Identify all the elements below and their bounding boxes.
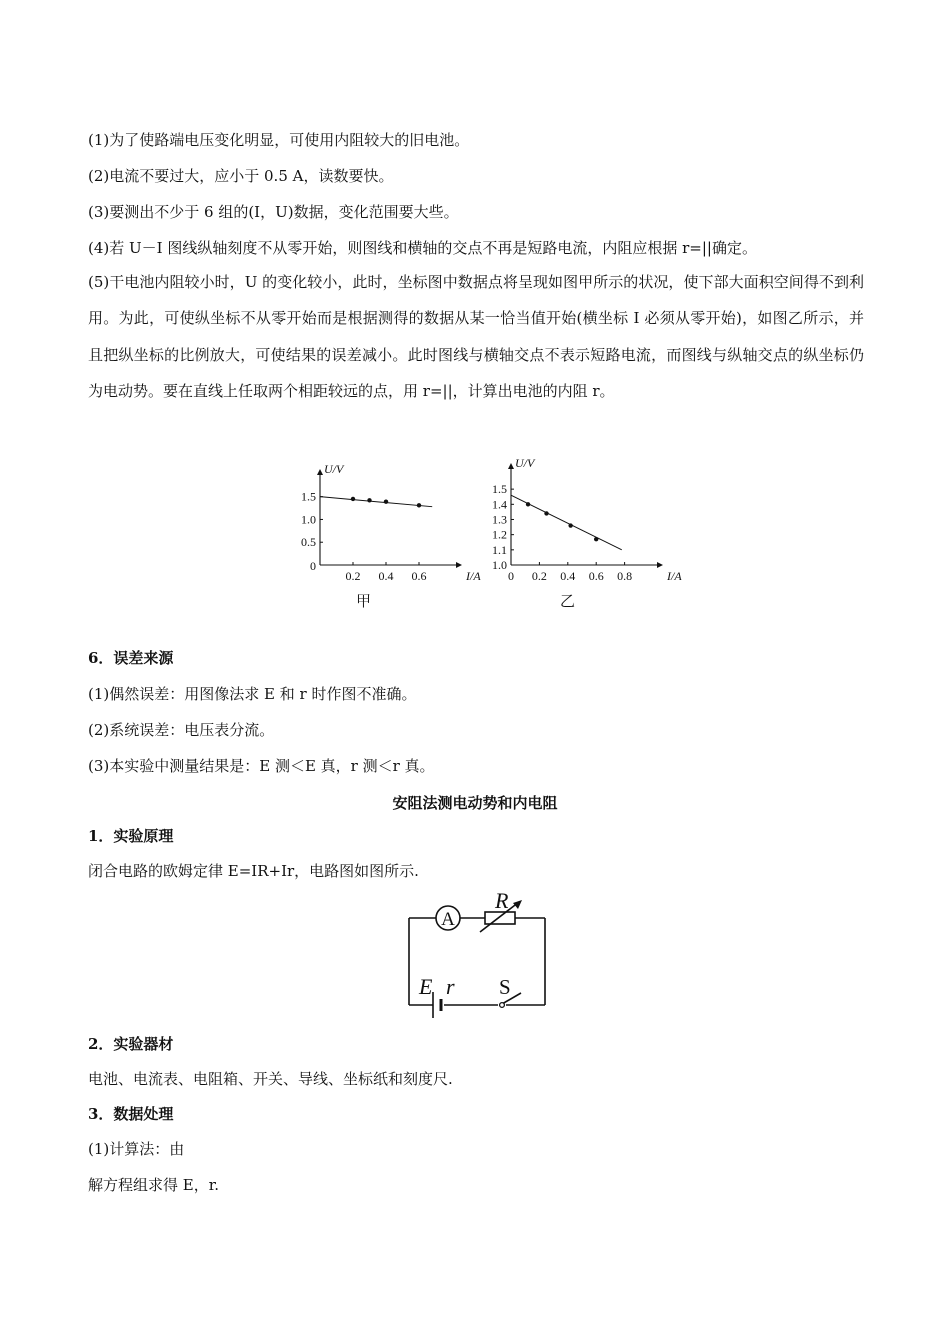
note-4: (4)若 U－I 图线纵轴刻度不从零开始，则图线和横轴的交点不再是短路电流，内阻应根据 r=||确定。 bbox=[88, 239, 757, 257]
jia-ytick-label: 0.5 bbox=[301, 535, 316, 550]
switch-label: S bbox=[499, 975, 511, 999]
jia-data-point bbox=[351, 497, 355, 501]
yi-xtick-label: 0.6 bbox=[588, 569, 604, 583]
ammeter-label: A bbox=[441, 909, 455, 930]
calc-text: (1)计算法：由 bbox=[88, 1140, 185, 1158]
jia-xtick-label: 0.6 bbox=[411, 569, 427, 583]
error-item-3: (3)本实验中测量结果是：E 测＜E 真，r 测＜r 真。 bbox=[88, 757, 435, 775]
yi-data-point bbox=[544, 511, 548, 515]
yi-ylabel: U/V bbox=[515, 456, 535, 470]
jia-data-point bbox=[384, 499, 388, 503]
internal-resistance-label: r bbox=[446, 974, 455, 999]
note-3: (3)要测出不少于 6 组的(I，U)数据，变化范围要大些。 bbox=[88, 203, 459, 221]
yi-ytick-label: 1.1 bbox=[492, 542, 507, 557]
graph-jia bbox=[290, 462, 481, 583]
section-title: 安阻法测电动势和内电阻 bbox=[392, 794, 558, 812]
yi-xtick-label: 0.2 bbox=[531, 569, 547, 583]
note-2: (2)电流不要过大，应小于 0.5 A，读数要快。 bbox=[88, 167, 394, 185]
solve-text: 解方程组求得 E，r. bbox=[88, 1176, 220, 1194]
yi-data-point bbox=[594, 537, 598, 541]
jia-ytick-label: 0 bbox=[310, 559, 316, 573]
yi-xtick-label: 0.4 bbox=[560, 569, 576, 583]
rheostat-arrowhead bbox=[513, 900, 522, 909]
yi-ytick-label: 1.5 bbox=[492, 482, 507, 497]
jia-xlabel: I/A bbox=[466, 569, 481, 583]
error-item-1: (1)偶然误差：用图像法求 E 和 r 时作图不准确。 bbox=[88, 685, 417, 703]
circuit-diagram bbox=[400, 888, 555, 1013]
principle-heading: 1．实验原理 bbox=[88, 827, 174, 845]
equipment-heading: 2．实验器材 bbox=[88, 1035, 174, 1053]
jia-xtick-label: 0.4 bbox=[378, 569, 394, 583]
jia-y-arrow bbox=[317, 469, 323, 475]
rheostat-symbol bbox=[485, 912, 515, 924]
emf-label: E bbox=[419, 974, 433, 999]
yi-xtick-label: 0 bbox=[508, 569, 514, 583]
jia-ylabel: U/V bbox=[324, 462, 344, 476]
error-item-2: (2)系统误差：电压表分流。 bbox=[88, 721, 275, 739]
yi-ytick-label: 1.0 bbox=[492, 558, 507, 572]
resistor-label: R bbox=[495, 888, 509, 913]
switch-contact bbox=[500, 1003, 505, 1008]
graph-yi-caption: 乙 bbox=[560, 592, 576, 610]
yi-ytick-label: 1.2 bbox=[492, 527, 507, 542]
principle-text: 闭合电路的欧姆定律 E=IR+Ir，电路图如图所示. bbox=[88, 862, 419, 880]
yi-data-point bbox=[526, 502, 530, 506]
jia-data-point bbox=[367, 498, 371, 502]
graph-yi bbox=[480, 456, 682, 583]
yi-xtick-label: 0.8 bbox=[617, 569, 633, 583]
jia-ytick-label: 1.0 bbox=[301, 512, 316, 527]
equipment-text: 电池、电流表、电阻箱、开关、导线、坐标纸和刻度尺. bbox=[88, 1070, 453, 1088]
data-heading: 3．数据处理 bbox=[88, 1105, 174, 1123]
yi-x-arrow bbox=[657, 562, 663, 568]
jia-ytick-label: 1.5 bbox=[301, 489, 316, 504]
yi-data-point bbox=[568, 523, 572, 527]
jia-x-arrow bbox=[456, 562, 462, 568]
graph-jia-caption: 甲 bbox=[356, 592, 372, 610]
jia-xtick-label: 0.2 bbox=[345, 569, 361, 583]
jia-fit-line bbox=[320, 497, 432, 507]
yi-y-arrow bbox=[508, 463, 514, 469]
yi-ytick-label: 1.4 bbox=[492, 497, 507, 512]
jia-data-point bbox=[417, 503, 421, 507]
error-heading: 6．误差来源 bbox=[88, 649, 174, 667]
yi-ytick-label: 1.3 bbox=[492, 512, 507, 527]
note-1: (1)为了使路端电压变化明显，可使用内阻较大的旧电池。 bbox=[88, 131, 470, 149]
note-5: (5)干电池内阻较小时，U 的变化较小，此时，坐标图中数据点将呈现如图甲所示的状况，使下部大面积空间得不到利用。为此，可使纵坐标不从零开始而是根据测得的数据从某一恰当值开始(横坐标 I 必须从零开始)，如图乙所示，并且把纵坐标的比例放大，可使结果的误差减小。此时图线与横轴交点不表示短路电流，而图线与纵轴交点的纵坐标仍为电动势。要在直线上任取两个相距较远的点，用 r=||，计算出电池的内阻 r。 bbox=[88, 273, 864, 401]
yi-xlabel: I/A bbox=[667, 569, 682, 583]
